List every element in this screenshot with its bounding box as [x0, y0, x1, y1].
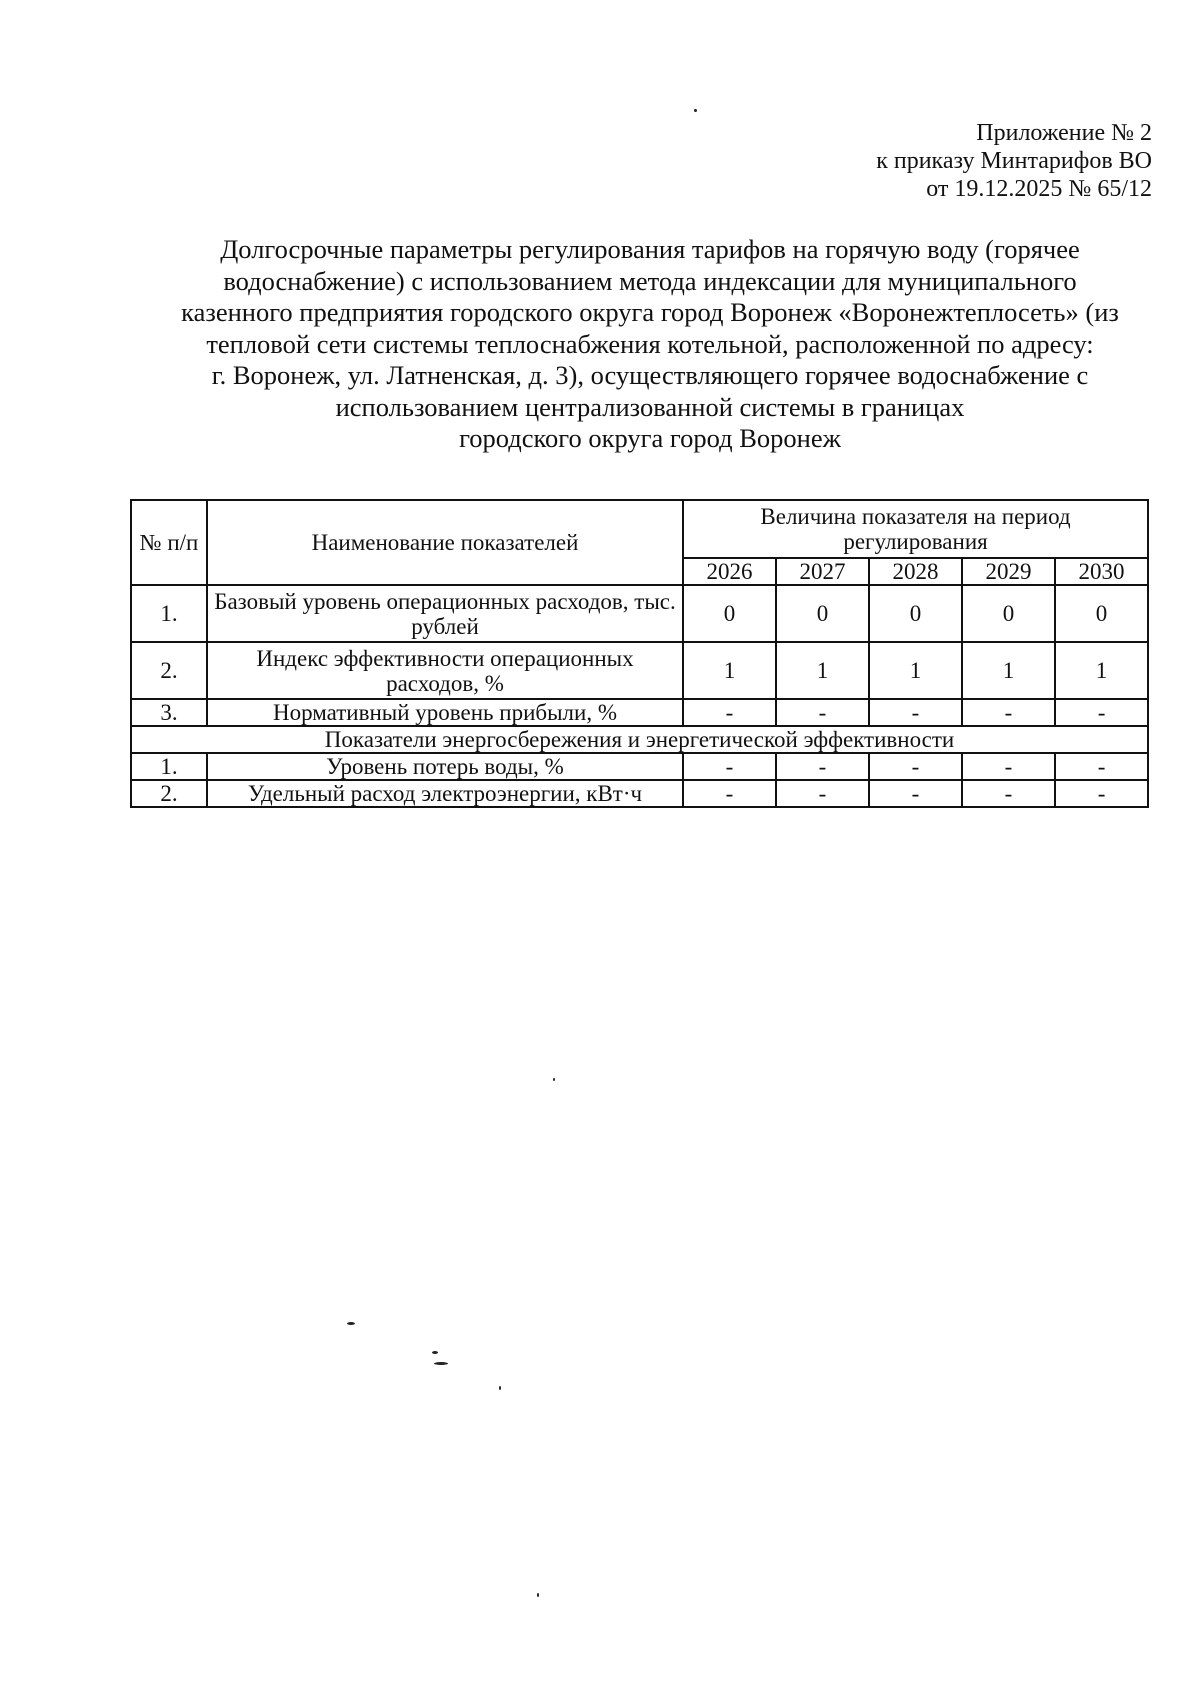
scan-speck	[553, 1078, 555, 1081]
row-value: 0	[776, 585, 869, 642]
section-title: Показатели энергосбережения и энергетической эффективности	[131, 726, 1148, 753]
appendix-number: Приложение № 2	[976, 120, 1152, 146]
row-value: -	[683, 753, 776, 780]
row-number: 1.	[131, 753, 207, 780]
row-value: -	[1055, 753, 1148, 780]
row-number: 2.	[131, 642, 207, 699]
row-value: 0	[1055, 585, 1148, 642]
row-value: -	[683, 780, 776, 807]
header-number: № п/п	[131, 500, 207, 585]
row-value: 1	[776, 642, 869, 699]
row-value: -	[962, 753, 1055, 780]
scan-speck	[347, 1322, 355, 1325]
title-line: городского округа город Воронеж	[459, 423, 841, 453]
title-line: использованием централизованной системы в границах	[335, 391, 965, 422]
row-value: 0	[869, 585, 962, 642]
header-year: 2028	[869, 558, 962, 585]
scan-speck	[434, 1362, 448, 1365]
row-value: 0	[683, 585, 776, 642]
row-number: 3.	[131, 699, 207, 726]
table-row	[131, 585, 1148, 642]
appendix-order-date: от 19.12.2025 № 65/12	[926, 176, 1152, 202]
row-value: -	[776, 753, 869, 780]
header-indicator-name: Наименование показателей	[207, 500, 683, 585]
header-year: 2027	[776, 558, 869, 585]
row-value: 1	[962, 642, 1055, 699]
table-row	[131, 780, 1148, 807]
row-indicator: Уровень потерь воды, %	[207, 753, 683, 780]
header-year: 2026	[683, 558, 776, 585]
row-indicator: Нормативный уровень прибыли, %	[207, 699, 683, 726]
row-value: -	[683, 699, 776, 726]
title-line: тепловой сети системы теплоснабжения котельной, расположенной по адресу:	[206, 328, 1094, 359]
row-number: 1.	[131, 585, 207, 642]
row-indicator: Базовый уровень операционных расходов, тыс. рублей	[207, 585, 683, 642]
row-value: -	[1055, 699, 1148, 726]
row-value: -	[1055, 780, 1148, 807]
scan-speck	[537, 1593, 539, 1597]
header-period: Величина показателя на период регулирования	[683, 500, 1148, 558]
table-header-row	[131, 500, 1148, 558]
row-value: -	[776, 699, 869, 726]
table-row	[131, 642, 1148, 699]
row-value: -	[869, 699, 962, 726]
row-indicator: Удельный расход электроэнергии, кВт·ч	[207, 780, 683, 807]
scan-speck	[499, 1386, 501, 1390]
row-value: -	[962, 780, 1055, 807]
row-value: -	[962, 699, 1055, 726]
row-number: 2.	[131, 780, 207, 807]
parameters-table	[130, 499, 1149, 808]
appendix-order-ref: к приказу Минтарифов ВО	[876, 148, 1152, 174]
header-year: 2029	[962, 558, 1055, 585]
scan-speck	[432, 1351, 438, 1354]
title-line: Долгосрочные параметры регулирования тарифов на горячую воду (горячее	[220, 234, 1080, 264]
document-title	[110, 234, 1190, 455]
title-line: казенного предприятия городского округа город Воронеж «Воронежтеплосеть» (из	[181, 297, 1119, 327]
header-year: 2030	[1055, 558, 1148, 585]
row-value: -	[869, 753, 962, 780]
section-header-row	[131, 726, 1148, 753]
row-value: 1	[1055, 642, 1148, 699]
row-indicator: Индекс эффективности операционных расходов, %	[207, 642, 683, 699]
row-value: 1	[683, 642, 776, 699]
row-value: 0	[962, 585, 1055, 642]
title-line: водоснабжение) с использованием метода индексации для муниципального	[223, 265, 1077, 296]
table-row	[131, 753, 1148, 780]
table-row	[131, 699, 1148, 726]
scan-speck	[694, 109, 697, 112]
row-value: -	[776, 780, 869, 807]
row-value: -	[869, 780, 962, 807]
appendix-block	[876, 119, 1152, 203]
row-value: 1	[869, 642, 962, 699]
title-line: г. Воронеж, ул. Латненская, д. 3), осуществляющего горячее водоснабжение с	[211, 360, 1089, 390]
